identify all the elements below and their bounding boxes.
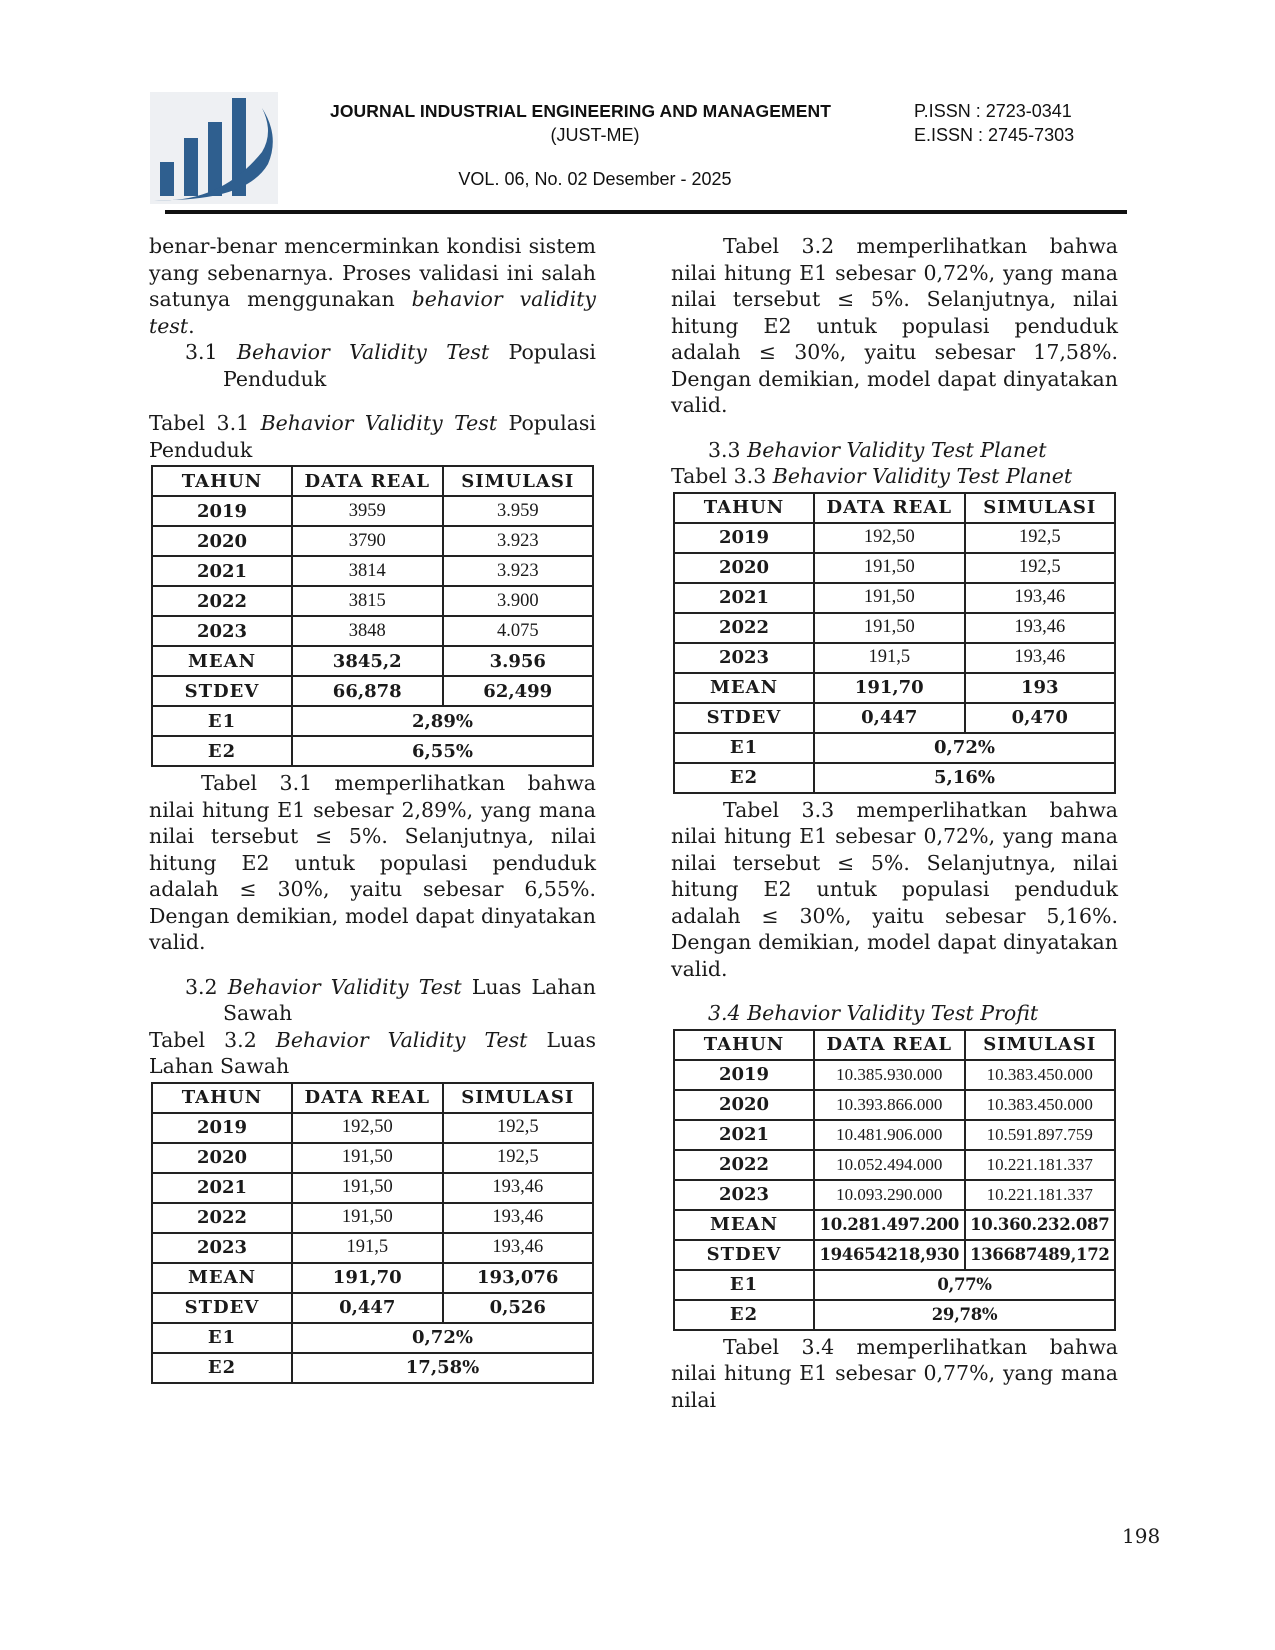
data-real-cell: 3959 bbox=[292, 496, 443, 526]
table-row bbox=[152, 616, 593, 646]
table-3-4 bbox=[673, 1029, 1116, 1331]
year-cell: 2021 bbox=[674, 583, 814, 613]
mean-data-real: 191,70 bbox=[814, 673, 965, 703]
journal-abbrev: (JUST-ME) bbox=[550, 125, 640, 145]
e2-row bbox=[674, 763, 1115, 793]
table-row bbox=[674, 1150, 1115, 1180]
e-issn: E.ISSN : 2745-7303 bbox=[914, 125, 1075, 145]
mean-data-real: 10.281.497.200 bbox=[814, 1210, 965, 1240]
e1-label: E1 bbox=[674, 733, 814, 763]
table-row bbox=[674, 1060, 1115, 1090]
stdev-label: STDEV bbox=[152, 1293, 292, 1323]
table-row bbox=[674, 553, 1115, 583]
simulasi-cell: 10.383.450.000 bbox=[965, 1060, 1116, 1090]
table-3-3-caption: Tabel 3.3 Behavior Validity Test Planet bbox=[671, 464, 1073, 488]
section-3-2-heading: 3.2 Behavior Validity Test Luas Lahan Sawah bbox=[185, 974, 596, 1025]
table-3-1 bbox=[151, 465, 594, 767]
stdev-simulasi: 62,499 bbox=[443, 676, 594, 706]
data-real-cell: 3790 bbox=[292, 526, 443, 556]
table-row bbox=[152, 1203, 593, 1233]
column-header: DATA REAL bbox=[292, 1083, 443, 1113]
e1-row bbox=[152, 1323, 593, 1353]
e2-value: 6,55% bbox=[292, 736, 593, 766]
table-3-2-caption: Tabel 3.2 Behavior Validity Test Luas Lahan Sawah bbox=[149, 1027, 596, 1078]
table-row bbox=[674, 523, 1115, 553]
mean-label: MEAN bbox=[152, 646, 292, 676]
data-real-cell: 191,50 bbox=[814, 613, 965, 643]
mean-data-real: 3845,2 bbox=[292, 646, 443, 676]
bar-chart-logo-icon bbox=[150, 92, 278, 204]
table-header-row bbox=[152, 1083, 593, 1113]
column-header: SIMULASI bbox=[443, 466, 594, 496]
mean-simulasi: 10.360.232.087 bbox=[965, 1210, 1116, 1240]
simulasi-cell: 4.075 bbox=[443, 616, 594, 646]
e2-value: 5,16% bbox=[814, 763, 1115, 793]
table-row bbox=[674, 613, 1115, 643]
table-row bbox=[674, 1090, 1115, 1120]
mean-label: MEAN bbox=[152, 1263, 292, 1293]
stdev-row bbox=[674, 1240, 1115, 1270]
table-row bbox=[152, 556, 593, 586]
table-3-1-caption: Tabel 3.1 Behavior Validity Test Populasi Penduduk bbox=[149, 411, 596, 462]
simulasi-cell: 192,5 bbox=[443, 1113, 594, 1143]
table-row bbox=[674, 583, 1115, 613]
data-real-cell: 192,50 bbox=[292, 1113, 443, 1143]
table-row bbox=[152, 586, 593, 616]
table-3-3-discussion: Tabel 3.3 memperlihatkan bahwa nilai hitung E1 sebesar 0,72%, yang mana nilai tersebut ≤ 5%. Selanjutnya, nilai hitung E2 untuk populasi penduduk adalah ≤ 30%, yaitu sebesar 5,16%. Dengan demikian, model dapat dinyatakan valid. bbox=[671, 797, 1118, 981]
simulasi-cell: 192,5 bbox=[965, 553, 1116, 583]
stdev-row bbox=[152, 676, 593, 706]
year-cell: 2023 bbox=[152, 616, 292, 646]
e2-label: E2 bbox=[152, 736, 292, 766]
section-3-4-heading: 3.4 Behavior Validity Test Profit bbox=[708, 1001, 1039, 1025]
table-row bbox=[152, 1143, 593, 1173]
data-real-cell: 191,50 bbox=[814, 553, 965, 583]
column-header: SIMULASI bbox=[965, 493, 1116, 523]
mean-data-real: 191,70 bbox=[292, 1263, 443, 1293]
year-cell: 2022 bbox=[674, 1150, 814, 1180]
stdev-simulasi: 0,470 bbox=[965, 703, 1116, 733]
data-real-cell: 10.093.290.000 bbox=[814, 1180, 965, 1210]
year-cell: 2020 bbox=[674, 553, 814, 583]
data-real-cell: 191,50 bbox=[292, 1143, 443, 1173]
table-row bbox=[152, 1173, 593, 1203]
simulasi-cell: 10.221.181.337 bbox=[965, 1180, 1116, 1210]
mean-label: MEAN bbox=[674, 673, 814, 703]
simulasi-cell: 193,46 bbox=[443, 1173, 594, 1203]
mean-row bbox=[152, 1263, 593, 1293]
column-header: TAHUN bbox=[674, 1030, 814, 1060]
e1-value: 2,89% bbox=[292, 706, 593, 736]
table-3-4-discussion: Tabel 3.4 memperlihatkan bahwa nilai hitung E1 sebesar 0,77%, yang mana nilai bbox=[671, 1334, 1118, 1412]
data-real-cell: 3815 bbox=[292, 586, 443, 616]
stdev-simulasi: 136687489,172 bbox=[965, 1240, 1116, 1270]
column-header: DATA REAL bbox=[292, 466, 443, 496]
year-cell: 2022 bbox=[152, 586, 292, 616]
simulasi-cell: 193,46 bbox=[443, 1203, 594, 1233]
data-real-cell: 3848 bbox=[292, 616, 443, 646]
table-row bbox=[152, 1233, 593, 1263]
simulasi-cell: 3.900 bbox=[443, 586, 594, 616]
table-3-2 bbox=[151, 1082, 594, 1384]
mean-simulasi: 193 bbox=[965, 673, 1116, 703]
right-column bbox=[671, 233, 1118, 1413]
data-real-cell: 10.052.494.000 bbox=[814, 1150, 965, 1180]
year-cell: 2021 bbox=[674, 1120, 814, 1150]
simulasi-cell: 3.923 bbox=[443, 556, 594, 586]
year-cell: 2023 bbox=[152, 1233, 292, 1263]
journal-logo bbox=[150, 92, 278, 204]
year-cell: 2020 bbox=[152, 1143, 292, 1173]
simulasi-cell: 10.591.897.759 bbox=[965, 1120, 1116, 1150]
stdev-simulasi: 0,526 bbox=[443, 1293, 594, 1323]
page-number: 198 bbox=[1122, 1524, 1161, 1548]
year-cell: 2021 bbox=[152, 1173, 292, 1203]
e1-value: 0,72% bbox=[814, 733, 1115, 763]
mean-row bbox=[152, 646, 593, 676]
table-header-row bbox=[152, 466, 593, 496]
data-real-cell: 191,50 bbox=[292, 1173, 443, 1203]
journal-title: JOURNAL INDUSTRIAL ENGINEERING AND MANAGEMENT bbox=[330, 101, 832, 121]
table-row bbox=[674, 1180, 1115, 1210]
e2-label: E2 bbox=[674, 1300, 814, 1330]
year-cell: 2021 bbox=[152, 556, 292, 586]
mean-row bbox=[674, 1210, 1115, 1240]
mean-simulasi: 193,076 bbox=[443, 1263, 594, 1293]
e1-label: E1 bbox=[152, 1323, 292, 1353]
section-3-1-heading: 3.1 Behavior Validity Test Populasi Penduduk bbox=[185, 340, 596, 391]
e1-value: 0,72% bbox=[292, 1323, 593, 1353]
e2-value: 17,58% bbox=[292, 1353, 593, 1383]
stdev-label: STDEV bbox=[674, 1240, 814, 1270]
year-cell: 2022 bbox=[152, 1203, 292, 1233]
table-3-2-discussion: Tabel 3.2 memperlihatkan bahwa nilai hitung E1 sebesar 0,72%, yang mana nilai tersebut ≤ 5%. Selanjutnya, nilai hitung E2 untuk populasi penduduk adalah ≤ 30%, yaitu sebesar 17,58%. Dengan demikian, model dapat dinyatakan valid. bbox=[671, 234, 1118, 417]
year-cell: 2019 bbox=[152, 496, 292, 526]
simulasi-cell: 193,46 bbox=[965, 643, 1116, 673]
left-column bbox=[149, 233, 596, 1387]
e2-row bbox=[674, 1300, 1115, 1330]
simulasi-cell: 193,46 bbox=[965, 583, 1116, 613]
column-header: SIMULASI bbox=[443, 1083, 594, 1113]
e2-row bbox=[152, 736, 593, 766]
stdev-label: STDEV bbox=[674, 703, 814, 733]
column-header: TAHUN bbox=[152, 1083, 292, 1113]
year-cell: 2022 bbox=[674, 613, 814, 643]
data-real-cell: 3814 bbox=[292, 556, 443, 586]
column-header: TAHUN bbox=[152, 466, 292, 496]
table-3-3 bbox=[673, 492, 1116, 794]
column-header: TAHUN bbox=[674, 493, 814, 523]
table-row bbox=[152, 496, 593, 526]
simulasi-cell: 10.383.450.000 bbox=[965, 1090, 1116, 1120]
mean-label: MEAN bbox=[674, 1210, 814, 1240]
data-real-cell: 191,5 bbox=[814, 643, 965, 673]
stdev-row bbox=[674, 703, 1115, 733]
year-cell: 2020 bbox=[674, 1090, 814, 1120]
e2-label: E2 bbox=[674, 763, 814, 793]
mean-row bbox=[674, 673, 1115, 703]
table-header-row bbox=[674, 493, 1115, 523]
year-cell: 2023 bbox=[674, 1180, 814, 1210]
simulasi-cell: 3.959 bbox=[443, 496, 594, 526]
table-row bbox=[152, 1113, 593, 1143]
simulasi-cell: 10.221.181.337 bbox=[965, 1150, 1116, 1180]
simulasi-cell: 193,46 bbox=[443, 1233, 594, 1263]
year-cell: 2019 bbox=[674, 523, 814, 553]
year-cell: 2019 bbox=[152, 1113, 292, 1143]
column-header: DATA REAL bbox=[814, 493, 965, 523]
table-row bbox=[674, 1120, 1115, 1150]
e1-label: E1 bbox=[152, 706, 292, 736]
e2-value: 29,78% bbox=[814, 1300, 1115, 1330]
stdev-data-real: 66,878 bbox=[292, 676, 443, 706]
data-real-cell: 10.393.866.000 bbox=[814, 1090, 965, 1120]
simulasi-cell: 3.923 bbox=[443, 526, 594, 556]
stdev-data-real: 0,447 bbox=[814, 703, 965, 733]
stdev-label: STDEV bbox=[152, 676, 292, 706]
data-real-cell: 191,50 bbox=[814, 583, 965, 613]
simulasi-cell: 192,5 bbox=[965, 523, 1116, 553]
year-cell: 2023 bbox=[674, 643, 814, 673]
table-row bbox=[152, 526, 593, 556]
data-real-cell: 10.385.930.000 bbox=[814, 1060, 965, 1090]
e1-value: 0,77% bbox=[814, 1270, 1115, 1300]
stdev-row bbox=[152, 1293, 593, 1323]
data-real-cell: 10.481.906.000 bbox=[814, 1120, 965, 1150]
journal-volume: VOL. 06, No. 02 Desember - 2025 bbox=[458, 169, 732, 189]
table-header-row bbox=[674, 1030, 1115, 1060]
column-header: SIMULASI bbox=[965, 1030, 1116, 1060]
year-cell: 2019 bbox=[674, 1060, 814, 1090]
p-issn: P.ISSN : 2723-0341 bbox=[914, 101, 1072, 121]
column-header: DATA REAL bbox=[814, 1030, 965, 1060]
e1-row bbox=[674, 733, 1115, 763]
e2-label: E2 bbox=[152, 1353, 292, 1383]
mean-simulasi: 3.956 bbox=[443, 646, 594, 676]
simulasi-cell: 192,5 bbox=[443, 1143, 594, 1173]
table-3-1-discussion: Tabel 3.1 memperlihatkan bahwa nilai hitung E1 sebesar 2,89%, yang mana nilai tersebut ≤ 5%. Selanjutnya, nilai hitung E2 untuk populasi penduduk adalah ≤ 30%, yaitu sebesar 6,55%. Dengan demikian, model dapat dinyatakan valid. bbox=[149, 771, 596, 954]
data-real-cell: 192,50 bbox=[814, 523, 965, 553]
stdev-data-real: 194654218,930 bbox=[814, 1240, 965, 1270]
table-row bbox=[674, 643, 1115, 673]
year-cell: 2020 bbox=[152, 526, 292, 556]
section-3-3-heading: 3.3 Behavior Validity Test Planet bbox=[708, 437, 1047, 462]
stdev-data-real: 0,447 bbox=[292, 1293, 443, 1323]
data-real-cell: 191,5 bbox=[292, 1233, 443, 1263]
data-real-cell: 191,50 bbox=[292, 1203, 443, 1233]
e1-row bbox=[674, 1270, 1115, 1300]
intro-paragraph: benar-benar mencerminkan kondisi sistem yang sebenarnya. Proses validasi ini salah satunya menggunakan behavior validity test. bbox=[149, 234, 597, 338]
e1-row bbox=[152, 706, 593, 736]
header-divider bbox=[165, 210, 1127, 214]
e1-label: E1 bbox=[674, 1270, 814, 1300]
e2-row bbox=[152, 1353, 593, 1383]
simulasi-cell: 193,46 bbox=[965, 613, 1116, 643]
